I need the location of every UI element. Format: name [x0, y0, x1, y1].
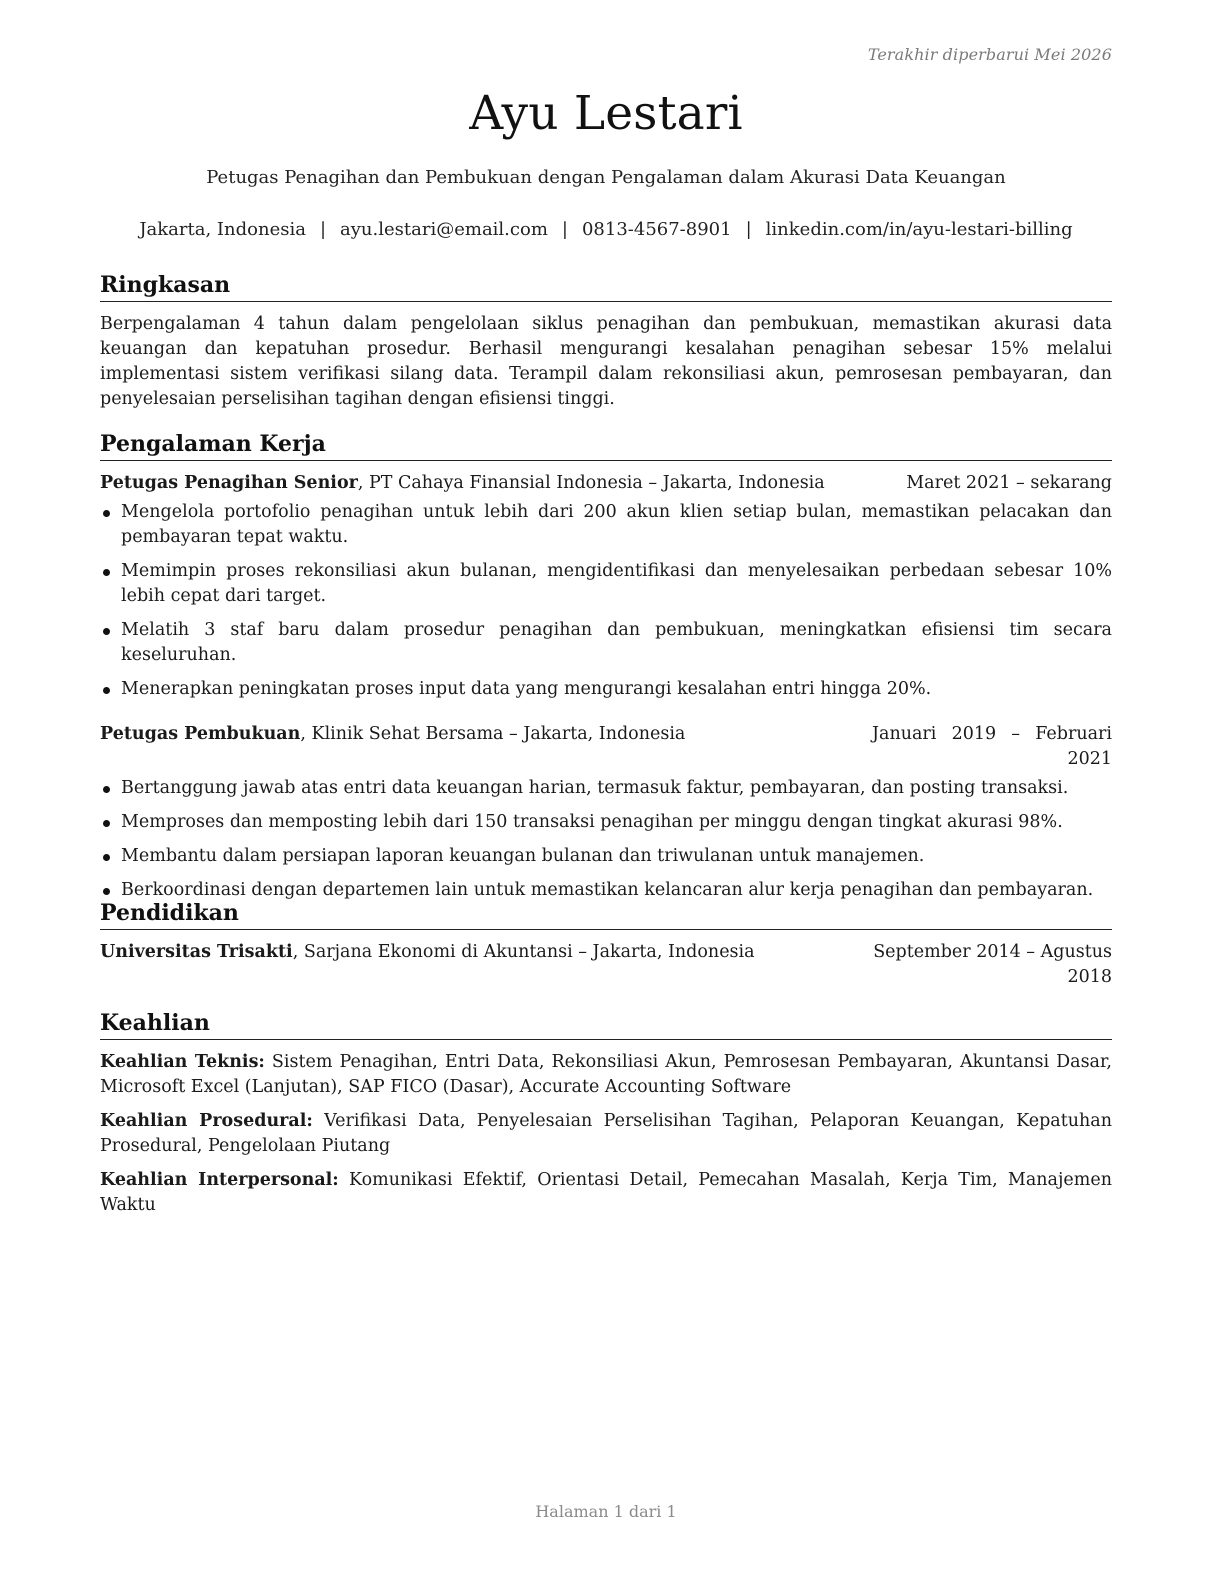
- education-degree: , Sarjana Ekonomi di Akuntansi – Jakarta, Indonesia: [292, 942, 755, 962]
- bullet-icon: [103, 820, 110, 827]
- job-entry: [100, 722, 1112, 903]
- bullet-icon: [103, 786, 110, 793]
- bullet-text: Memproses dan memposting lebih dari 150 transaksi penagihan per minggu dengan tingkat akurasi 98%.: [121, 812, 1063, 832]
- education-heading: Pendidikan: [100, 898, 1112, 930]
- job-title-line: [100, 722, 685, 747]
- skill-label: Keahlian Teknis:: [100, 1052, 265, 1072]
- bullet-text: Menerapkan peningkatan proses input data yang mengurangi kesalahan entri hingga 20%.: [121, 679, 932, 699]
- skill-value: Verifikasi Data, Penyelesaian Perselisihan Tagihan, Pelaporan Keuangan, Kepatuhan Prosedural, Pengelolaan Piutang: [100, 1111, 1113, 1156]
- education-dates: September 2014 – Agustus 2018: [873, 942, 1112, 987]
- skill-label: Keahlian Prosedural:: [100, 1111, 313, 1131]
- bullet-icon: [103, 854, 110, 861]
- bullet-text: Memimpin proses rekonsiliasi akun bulanan, mengidentifikasi dan menyelesaikan perbedaan sebesar 10% lebih cepat dari target.: [121, 561, 1112, 606]
- skills-section: [100, 1008, 1112, 1227]
- skill-line-technical: [100, 1050, 1112, 1100]
- education-entry: [100, 940, 1112, 990]
- skill-value: Sistem Penagihan, Entri Data, Rekonsiliasi Akun, Pemrosesan Pembayaran, Akuntansi Dasar, Microsoft Excel (Lanjutan), SAP FICO (Dasar), Accurate Accounting Software: [100, 1052, 1112, 1097]
- contact-location: Jakarta, Indonesia: [139, 219, 306, 240]
- job-role: Petugas Penagihan Senior: [100, 473, 358, 493]
- job-company: , PT Cahaya Finansial Indonesia – Jakarta, Indonesia: [357, 473, 825, 493]
- experience-section: [100, 429, 1112, 912]
- summary-heading: Ringkasan: [100, 270, 1112, 302]
- job-dates: Maret 2021 – sekarang: [906, 473, 1112, 493]
- candidate-tagline: Petugas Penagihan dan Pembukuan dengan Pengalaman dalam Akurasi Data Keuangan: [206, 167, 1006, 188]
- bullet-text: Berkoordinasi dengan departemen lain untuk memastikan kelancaran alur kerja penagihan dan pembayaran.: [121, 880, 1094, 900]
- skill-line-procedural: [100, 1109, 1112, 1159]
- last-updated-note: Terakhir diperbarui Mei 2026: [867, 45, 1112, 64]
- list-item: [100, 618, 1112, 668]
- contact-separator: |: [745, 219, 752, 240]
- skill-label: Keahlian Interpersonal:: [100, 1170, 339, 1190]
- bullet-icon: [103, 687, 110, 694]
- experience-heading: Pengalaman Kerja: [100, 429, 1112, 461]
- job-bullets: [100, 776, 1112, 903]
- bullet-text: Mengelola portofolio penagihan untuk lebih dari 200 akun klien setiap bulan, memastikan pelacakan dan pembayaran tepat waktu.: [121, 502, 1112, 547]
- skill-value: Komunikasi Efektif, Orientasi Detail, Pemecahan Masalah, Kerja Tim, Manajemen Waktu: [100, 1170, 1112, 1215]
- education-line: [100, 940, 755, 965]
- list-item: [100, 677, 1112, 702]
- job-header: [100, 471, 1112, 496]
- bullet-text: Bertanggung jawab atas entri data keuangan harian, termasuk faktur, pembayaran, dan posting transaksi.: [121, 778, 1069, 798]
- page-number: Halaman 1 dari 1: [535, 1502, 677, 1521]
- skill-line-interpersonal: [100, 1168, 1112, 1218]
- list-item: [100, 810, 1112, 835]
- bullet-text: Membantu dalam persiapan laporan keuangan bulanan dan triwulanan untuk manajemen.: [121, 846, 925, 866]
- job-company: , Klinik Sehat Bersama – Jakarta, Indonesia: [300, 724, 686, 744]
- bullet-icon: [103, 510, 110, 517]
- skills-heading: Keahlian: [100, 1008, 1112, 1040]
- bullet-icon: [103, 888, 110, 895]
- bullet-icon: [103, 628, 110, 635]
- bullet-icon: [103, 569, 110, 576]
- list-item: [100, 844, 1112, 869]
- resume-page: [100, 0, 1112, 1584]
- contact-phone: 0813-4567-8901: [581, 219, 732, 240]
- candidate-name: Ayu Lestari: [469, 86, 743, 141]
- contact-line: [100, 219, 1112, 240]
- job-entry: [100, 471, 1112, 702]
- bullet-text: Melatih 3 staf baru dalam prosedur penagihan dan pembukuan, meningkatkan efisiensi tim secara keseluruhan.: [121, 620, 1112, 665]
- job-dates: Januari 2019 – Februari 2021: [872, 724, 1112, 769]
- contact-separator: |: [561, 219, 568, 240]
- contact-email[interactable]: ayu.lestari@email.com: [340, 219, 548, 240]
- summary-section: [100, 270, 1112, 412]
- contact-linkedin[interactable]: linkedin.com/in/ayu-lestari-billing: [765, 219, 1073, 240]
- list-item: [100, 559, 1112, 609]
- education-school: Universitas Trisakti: [100, 942, 293, 962]
- contact-separator: |: [319, 219, 327, 240]
- job-bullets: [100, 500, 1112, 702]
- job-header: [100, 722, 1112, 772]
- education-section: [100, 898, 1112, 990]
- list-item: [100, 776, 1112, 801]
- summary-text: Berpengalaman 4 tahun dalam pengelolaan siklus penagihan dan pembukuan, memastikan akurasi data keuangan dan kepatuhan prosedur. Berhasil mengurangi kesalahan penagihan sebesar 15% melalui implementasi sistem verifikasi silang data. Terampil dalam rekonsiliasi akun, pemrosesan pembayaran, dan penyelesaian perselisihan tagihan dengan efisiensi tinggi.: [100, 314, 1112, 409]
- job-role: Petugas Pembukuan: [100, 724, 301, 744]
- list-item: [100, 500, 1112, 550]
- job-title-line: [100, 471, 825, 496]
